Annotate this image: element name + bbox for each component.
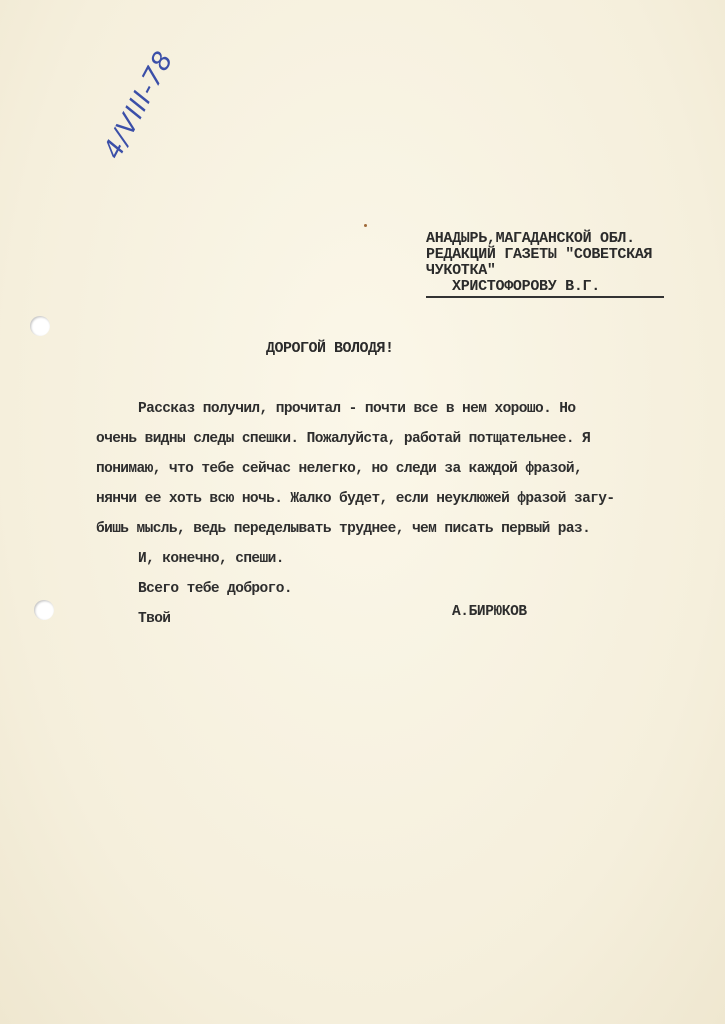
- letter-body: [96, 394, 696, 544]
- paper-speck: [364, 224, 367, 227]
- closing-line: Твой: [138, 611, 171, 627]
- body-line: понимаю, что тебе сейчас нелегко, но следи за каждой фразой,: [96, 461, 583, 477]
- handwritten-date: 4/VIII-78: [98, 46, 180, 165]
- body-line: бишь мысль, ведь переделывать труднее, чем писать первый раз.: [96, 521, 591, 537]
- punch-hole-bottom: [34, 600, 54, 620]
- signature: А.БИРЮКОВ: [452, 604, 527, 620]
- body-line: Рассказ получил, прочитал - почти все в нем хорошо. Но: [138, 401, 576, 417]
- body-line: очень видны следы спешки. Пожалуйста, работай потщательнее. Я: [96, 431, 591, 447]
- closing-line: Всего тебе доброго.: [138, 581, 292, 597]
- address-line: АНАДЫРЬ,МАГАДАНСКОЙ ОБЛ.: [426, 230, 635, 247]
- closing-block: [138, 544, 292, 634]
- recipient-name: ХРИСТОФОРОВУ В.Г.: [426, 279, 664, 298]
- closing-line: И, конечно, спеши.: [138, 551, 284, 567]
- address-block: [426, 231, 676, 298]
- salutation: ДОРОГОЙ ВОЛОДЯ!: [266, 340, 394, 357]
- address-line: РЕДАКЦИЙ ГАЗЕТЫ "СОВЕТСКАЯ: [426, 246, 653, 263]
- body-line: нянчи ее хоть всю ночь. Жалко будет, если неуклюжей фразой загу-: [96, 491, 615, 507]
- punch-hole-top: [30, 316, 50, 336]
- address-line: ЧУКОТКА": [426, 262, 496, 279]
